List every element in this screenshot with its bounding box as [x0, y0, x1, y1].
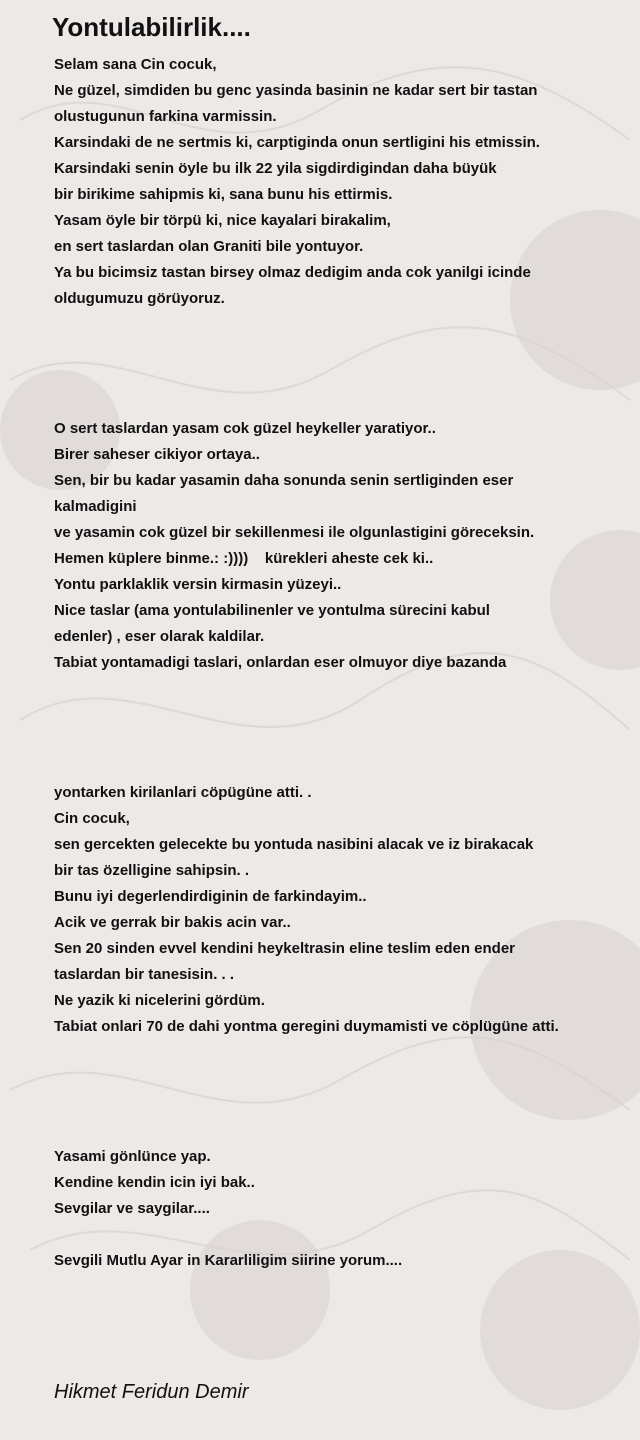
- poem-line: Bunu iyi degerlendirdiginin de farkindayim..: [54, 888, 367, 905]
- poem-line: yontarken kirilanlari cöpügüne atti. .: [54, 784, 312, 801]
- poem-line: Nice taslar (ama yontulabilinenler ve yontulma sürecini kabul: [54, 602, 490, 619]
- poem-title: Yontulabilirlik....: [52, 12, 251, 42]
- poem-line: Cin cocuk,: [54, 810, 130, 827]
- poem-line: Yasam öyle bir törpü ki, nice kayalari birakalim,: [54, 212, 391, 229]
- poem-body: [54, 52, 634, 1274]
- poem-line: Hemen küplere binme.: :)))) kürekleri aheste cek ki..: [54, 550, 434, 567]
- poem-line: Ya bu bicimsiz tastan birsey olmaz dedigim anda cok yanilgi icinde: [54, 264, 531, 281]
- poem-line: edenler) , eser olarak kaldilar.: [54, 628, 265, 645]
- poem-line: Tabiat yontamadigi taslari, onlardan eser olmuyor diye bazanda: [54, 654, 507, 671]
- poem-line: Birer saheser cikiyor ortaya..: [54, 446, 260, 463]
- poem-line: Kendine kendin icin iyi bak..: [54, 1174, 255, 1191]
- poem-line: Karsindaki de ne sertmis ki, carptiginda onun sertligini his etmissin.: [54, 134, 540, 151]
- stanza: [54, 52, 634, 312]
- poem-line: Selam sana Cin cocuk,: [54, 56, 217, 73]
- poem-line: olustugunun farkina varmissin.: [54, 108, 277, 125]
- poem-line: Sevgili Mutlu Ayar in Kararliligim siirine yorum....: [54, 1252, 403, 1269]
- poem-line: Ne yazik ki nicelerini gördüm.: [54, 992, 265, 1009]
- author-name[interactable]: Hikmet Feridun Demir: [54, 1381, 249, 1403]
- poem-line: Acik ve gerrak bir bakis acin var..: [54, 914, 291, 931]
- poem-line: bir tas özelligine sahipsin. .: [54, 862, 250, 879]
- poem-line: Yasami gönlünce yap.: [54, 1148, 211, 1165]
- poem-line: Tabiat onlari 70 de dahi yontma geregini duymamisti ve cöplügüne atti.: [54, 1018, 559, 1035]
- poem-line: Sen, bir bu kadar yasamin daha sonunda senin sertliginden eser: [54, 472, 514, 489]
- poem-line: O sert taslardan yasam cok güzel heykeller yaratiyor..: [54, 420, 436, 437]
- poem-line: Karsindaki senin öyle bu ilk 22 yila sigdirdigindan daha büyük: [54, 160, 497, 177]
- poem-line: taslardan bir tanesisin. . .: [54, 966, 235, 983]
- poem-line: ve yasamin cok güzel bir sekillenmesi ile olgunlastigini göreceksin.: [54, 524, 535, 541]
- poem-line: Sen 20 sinden evvel kendini heykeltrasin eline teslim eden ender: [54, 940, 516, 957]
- poem-line: oldugumuzu görüyoruz.: [54, 290, 225, 307]
- stanza: [54, 1248, 634, 1274]
- stanza: [54, 780, 634, 1040]
- poem-line: Yontu parklaklik versin kirmasin yüzeyi..: [54, 576, 342, 593]
- stanza: [54, 416, 634, 676]
- poem-line: en sert taslardan olan Graniti bile yontuyor.: [54, 238, 364, 255]
- poem-line: kalmadigini: [54, 498, 137, 515]
- poem-line: bir birikime sahipmis ki, sana bunu his ettirmis.: [54, 186, 393, 203]
- poem-line: Ne güzel, simdiden bu genc yasinda basinin ne kadar sert bir tastan: [54, 82, 538, 99]
- poem-line: Sevgilar ve saygilar....: [54, 1200, 210, 1217]
- poem-line: sen gercekten gelecekte bu yontuda nasibini alacak ve iz birakacak: [54, 836, 534, 853]
- stanza: [54, 1144, 634, 1222]
